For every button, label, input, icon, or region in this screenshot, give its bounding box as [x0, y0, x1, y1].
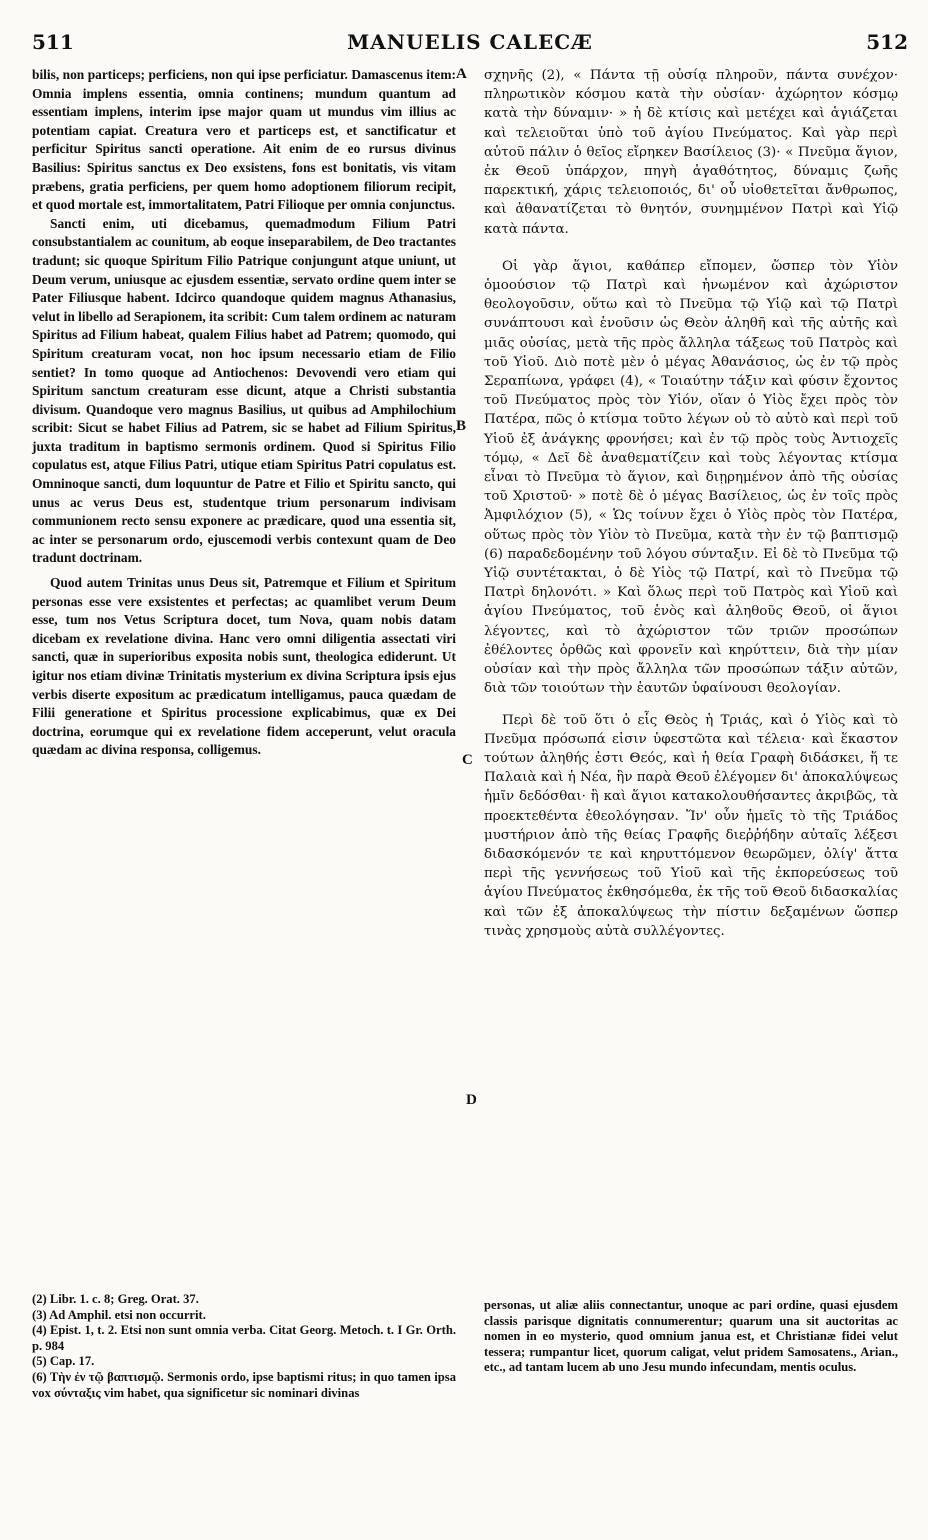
greek-paragraph-2: Οἱ γὰρ ἅγιοι, καθάπερ εἴπομεν, ὥσπερ τὸν Υἱὸν ὁμοούσιον τῷ Πατρὶ καὶ ἡνωμένον καὶ ἀχώριστον θεολογοῦσιν, οὕτω καὶ τὸ Πνεῦμα τῷ Υἱῷ καὶ τῷ Πατρὶ συνάπτουσι καὶ ἑνοῦσιν ὡς Θεὸν ἀληθῆ καὶ τῆς αὐτῆς καὶ μιᾶς οὐσίας, μετὰ τῆς πρὸς ἄλληλα τάξεως τοῦ Πατρὸς καὶ τοῦ Υἱοῦ. Διὸ ποτὲ μὲν ὁ μέγας Ἀθανάσιος, ὡς ἐν τῷ πρὸς Σεραπίωνα, γράφει (4), « Τοιαύτην τάξιν καὶ φύσιν ἔχοντος τοῦ Πνεύματος πρὸς τὸν Υἱόν, οἵαν ὁ Υἱὸς ἔχει πρὸς τὸν Πατέρα, πῶς ὁ κτίσμα τοῦτο λέγων οὐ τὸ αὐτὸ καὶ περὶ τοῦ Υἱοῦ ἐξ ἀνάγκης φρονήσει; καὶ ἐν τῷ πρὸς τοὺς Ἀντιοχεῖς τόμῳ, « Δεῖ δὲ ἀναθεματίζειν καὶ τοὺς λέγοντας κτίσμα εἶναι τὸ Πνεῦμα τὸ ἅγιον, καὶ διῃρημένον ἀπὸ τῆς οὐσίας τοῦ Χριστοῦ· » ποτὲ δὲ ὁ μέγας Βασίλειος, ὡς ἐν τοῖς πρὸς Ἀμφιλόχιον (5), « Ὡς τοίνυν ἔχει ὁ Υἱὸς πρὸς τὸν Πατέρα, οὕτως πρὸς τὸν Υἱὸν τὸ Πνεῦμα, κατὰ τὴν ἐν τῷ βαπτισμῷ (6) παραδεδομένην τοῦ λόγου σύνταξιν. Εἰ δὲ τὸ Πνεῦμα τῷ Υἱῷ συντέτακται, ὁ δὲ Υἱὸς τῷ Πατρί, καὶ τὸ Πνεῦμα τῷ Πατρὶ δηλονότι. » Καὶ ὅλως περὶ τοῦ Πατρὸς καὶ Υἱοῦ καὶ ἁγίου Πνεύματος, τοῦ ἑνὸς καὶ ἀληθοῦς Θεοῦ, οἱ ἅγιοι λέγοντες, καὶ τὸ ἀχώριστον τῶν τριῶν προσώπων ἐθέλοντες ὀρθῶς καὶ φρονεῖν καὶ κηρύττειν, διὰ τὴν μίαν οὐσίαν καὶ τὴν πρὸς ἄλληλα τῶν προσώπων τάξιν αὐτῶν, διὰ τῶν τοιούτων τὴν ἑαυτῶν ὑφαίνουσι θεολογίαν. [484, 258, 898, 697]
latin-paragraph-1: bilis, non particeps; perficiens, non qui ipse perficiatur. Damascenus item: Omnia implens essentia, omnia continens; mundum quantum ad essentiam implens, interim ipse major quam ut mundus vim illius ac potentiam capiat. Creatura vero et particeps est, et sanctificatur et perficitur Spiritus sancti operatione. Ait enim de eo rursus divinus Basilius: Spiritus sanctus ex Deo exsistens, fons est bonitatis, vis vitam præbens, gratia perficiens, per quem homo adoptionem filiorum recipit, et quod mortale est, immortalitatem, Patri Filioque per omnia conjunctus. [32, 67, 456, 213]
footnote: (4) Epist. 1, t. 2. Etsi non sunt omnia verba. Citat Georg. Metoch. t. I Gr. Orth. p. 984 [32, 1323, 456, 1353]
footnote: (5) Cap. 17. [32, 1354, 95, 1369]
margin-letter-d: D [466, 1092, 477, 1108]
page-header [32, 30, 908, 58]
margin-letter-b: B [456, 418, 467, 434]
greek-paragraph-1: σχηνῆς (2), « Πάντα τῇ οὐσίᾳ πληροῦν, πάντα συνέχον· πληρωτικὸν κόσμου κατὰ τὴν οὐσίαν· ἀχώρητον κόσμῳ κατὰ τὴν δύναμιν· » ἡ δὲ κτίσις καὶ μετέχει καὶ ἁγιάζεται καὶ τελειοῦται ὑπὸ τοῦ ἁγίου Πνεύματος. Καὶ γὰρ περὶ αὐτοῦ πάλιν ὁ θεῖος εἴρηκεν Βασίλειος (3)· « Πνεῦμα ἅγιον, ἐκ Θεοῦ ὑπάρχον, πηγὴ ἀγαθότητος, δύναμις ζωῆς παρεκτική, χάρις τελειοποιός, δι' οὗ υἱοθετεῖται ἄνθρωπος, καὶ ἀθανατίζεται τὸ θνητόν, συνημμένον Πατρὶ καὶ Υἱῷ κατὰ πάντα. [484, 68, 898, 237]
translation-note-text: personas, ut aliæ aliis connectantur, unoque ac pari ordine, quasi ejusdem classis parisque dignitatis connumerentur; quarum una sit auctoritas ac nomen in eo mysterio, quod omnium janua est, et Christianæ fidei velut tessera; rumpantur licet, quorum caligat, velut pridem Samosatens., Arian., etc., ad tantam lucem ab uno Jesu mundo infecundam, mentis oculus. [484, 1298, 898, 1375]
footnote: (3) Ad Amphil. etsi non occurrit. [32, 1307, 206, 1322]
greek-paragraph-3: Περὶ δὲ τοῦ ὅτι ὁ εἷς Θεὸς ἡ Τριάς, καὶ ὁ Υἱὸς καὶ τὸ Πνεῦμα πρόσωπά εἰσιν ὑφεστῶτα καὶ τέλεια· καὶ ἕκαστον τούτων ἀληθής ἐστι Θεός, καὶ ἡ θεία Γραφὴ διδάσκει, ἥ τε Παλαιὰ καὶ ἡ Νέα, ἣν παρὰ Θεοῦ ἐλέγομεν δι' ἀποκαλύψεως ἡμῖν δεδόσθαι· ἣ καὶ ἅγιοι κατακολουθήσαντες ἀκριβῶς, τὰ προεκτεθέντα ἐθεολόγησαν. Ἵν' οὖν ἡμεῖς τὸ τῆς Τριάδος μυστήριον ἀπὸ τῆς θείας Γραφῆς διεῤῥήδην αὐταῖς λέξεσι διδασκόμενόν τε καὶ κηρυττόμενον θεωρῶμεν, ὀλίγ' ἄττα περὶ τῆς γεννήσεως τοῦ Υἱοῦ καὶ τῆς ἐκπορεύσεως τοῦ ἁγίου Πνεύματος ἐκθησόμεθα, ἐκ τῆς τοῦ Θεοῦ διδασκαλίας καὶ τῶν ἐξ ἀποκαλύψεως τὴν πίστιν δεξαμένων ὥσπερ τινὰς χρησμοὺς αὐτὰ συλλέγοντες. [484, 712, 898, 939]
latin-paragraph-2: Sancti enim, uti dicebamus, quemadmodum Filium Patri consubstantialem ac counitum, ab eoque inseparabilem, de Deo tractantes tradunt; sic quoque Spiritum Filio Patrique conjungunt atque uniunt, ut Deum verum, uniusque ac ejusdem essentiæ, servato ordine quem inter se Pater Filiusque habent. Idcirco quandoque quidem magnus Athanasius, velut in libello ad Serapionem, ita scribit: Cum talem ordinem ac naturam Spiritus ad Filium habeat, qualem Filius habet ad Patrem; quomodo, qui Spiritum creaturam vocat, non hoc ipsum necessario etiam de Filio sentiet? In tomo quoque ad Antiochenos: Devovendi vero etiam qui Spiritum sanctum creaturam esse dicunt, atque a Christi substantia divisum. Quandoque vero magnus Basilius, ut quibus ad Amphilochium scribit: Sicut se habet Filius ad Patrem, sic se habet ad Filium Spiritus, juxta traditum in baptismo sermonis ordinem. Quod si Spiritus Filio copulatus est, atque Filius Patri, utique etiam Spiritus Patri copulatus est. Omninoque sancti, dum loquuntur de Patre et Filio et Spiritu sancto, qui unus ac verus Deus est, studentque trium personarum indivisam communionem recto sensu exponere ac prædicare, quod una essentia sit, ac inter se personarum ordo, ejuscemodi verbis contexunt quam de Deo tradunt doctrinam. [32, 215, 457, 566]
latin-column [32, 66, 456, 760]
running-title: MANUELIS CALECÆ [347, 30, 593, 54]
page-number-right: 512 [866, 30, 908, 54]
page-number-left: 511 [32, 30, 74, 54]
greek-column [484, 66, 898, 941]
footnotes [32, 1292, 456, 1401]
footnote: (6) Τὴν ἐν τῷ βαπτισμῷ. Sermonis ordo, ipse baptismi ritus; in quo tamen ipsa vox σύνταξις vim habet, qua significetur sic nominari divinas [32, 1369, 456, 1400]
margin-letter-a: A [456, 66, 467, 82]
footnote: (2) Libr. 1. c. 8; Greg. Orat. 37. [32, 1292, 199, 1306]
translation-note [484, 1298, 898, 1376]
margin-letter-c: C [462, 752, 473, 768]
latin-paragraph-3: Quod autem Trinitas unus Deus sit, Patremque et Filium et Spiritum personas esse vere exsistentes et perfectas; ac quamlibet verum Deum esse, tum nos Vetus Scriptura docet, tum Nova, quam nobis datam dicebam ex revelatione divina. Hanc vero omni diligentia assectati viri sancti, quæ in superioribus exposita nobis sunt, theologica ediderunt. Ut igitur nos etiam divinæ Trinitatis mysterium ex divina Scriptura ipsis ejus verbis diserte expositum ac prædicatum intelligamus, pauca quædam de Filii generatione et Spiritus processione explicabimus, quæ ex Dei doctrina, eorumque qui ex revelatione fidem acceperunt, velut oracula quædam ac divina responsa, colligemus. [32, 575, 456, 758]
